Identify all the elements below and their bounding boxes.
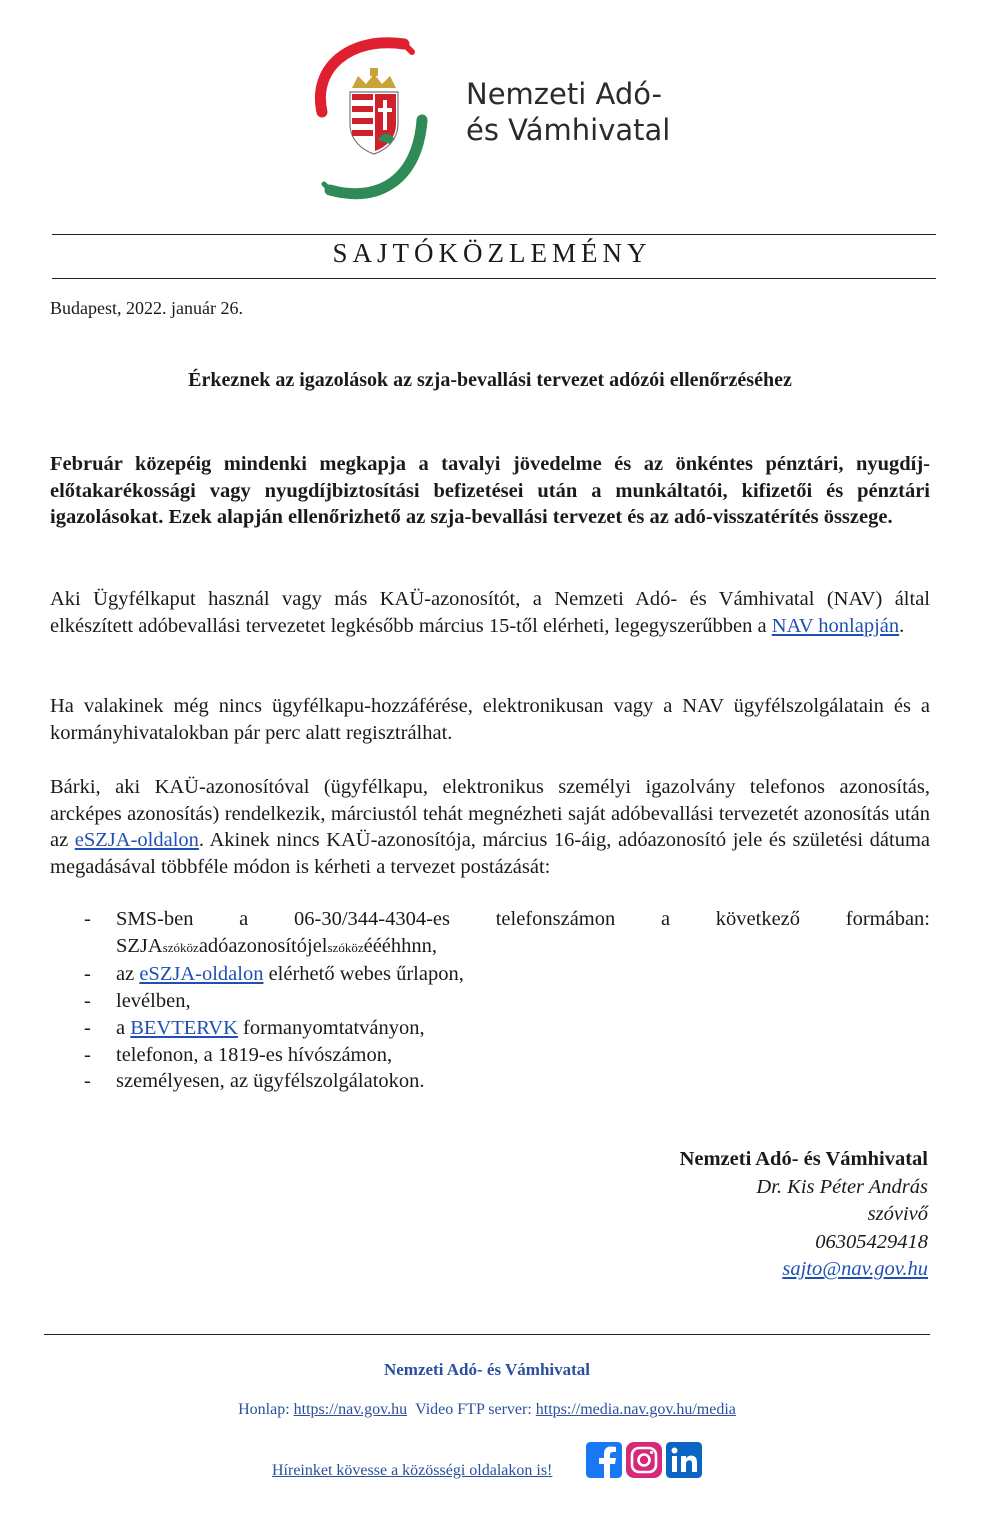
list-item [50,1042,930,1069]
sms-format-c: éééhhnn, [363,934,438,957]
paragraph-1 [50,586,930,639]
bevtervk-link[interactable]: BEVTERVK [130,1016,238,1039]
sms-format [116,933,930,962]
paragraph-1-end: . [899,614,905,637]
paragraph-2: Ha valakinek még nincs ügyfélkapu-hozzáférése, elektronikusan vagy a NAV ügyfélszolgálatain és a kormányhivatalokban pár perc alatt regisztrálhat. [50,695,930,744]
signature-org: Nemzeti Adó- és Vámhivatal [679,1148,928,1170]
signature-block [680,1146,928,1284]
list-item [50,1068,930,1095]
org-name-line2: és Vámhivatal [466,113,671,147]
coat-of-arms-icon [350,68,398,154]
paragraph-3-text: Bárki, aki KAÜ-azonosítóval (ügyfélkapu, elektronikus személyi igazolvány telefonos azonosítás, arcképes azonosítás) rendelkezik, márciustól tehát megnézheti saját adóbevallási tervezetét azonosítás után az [50,776,930,852]
homepage-label: Honlap: [238,1401,290,1418]
title-rule-top [52,234,936,235]
footer-rule [44,1334,930,1335]
sms-format-space-2: szóköz [327,939,364,955]
sms-method-text: SMS-ben a 06-30/344-4304-es telefonszámon a következő formában: [116,908,930,930]
linkedin-icon[interactable] [666,1442,702,1478]
article-heading: Érkeznek az igazolások az szja-bevallási tervezet adózói ellenőrzéséhez [188,369,792,391]
org-name-line1: Nemzeti Adó- [466,77,662,111]
eszja-form-link[interactable]: eSZJA-oldalon [139,963,264,986]
list-item [50,988,930,1015]
letter-method: levélben, [116,990,191,1013]
sms-format-a: SZJA [116,934,163,957]
facebook-icon[interactable] [586,1442,622,1478]
nav-logo [300,28,440,206]
list-dash: - [84,908,91,930]
footer-org: Nemzeti Adó- és Vámhivatal [383,1360,591,1379]
list-dash: - [84,1070,91,1093]
signature-email-link[interactable]: sajto@nav.gov.hu [782,1258,928,1280]
list-dash: - [84,1016,91,1039]
lead-paragraph: Február közepéig mindenki megkapja a tavalyi jövedelme és az önkéntes pénztári, nyugdíj-előtakarékossági vagy nyugdíjbiztosítási befizetései után a munkáltatói, kifizetői és pénztári igazolásokat. Ezek alapján ellenőrizhető az szja-bevallási tervezet és az adó-visszatérítés összege. [50,453,930,529]
paragraph-3 [50,774,930,881]
nav-homepage-link[interactable]: NAV honlapján [771,614,900,637]
signature-name: Dr. Kis Péter András [756,1175,928,1198]
form-method-pre: a [116,1016,131,1039]
eszja-link[interactable]: eSZJA-oldalon [74,829,199,852]
date-line: Budapest, 2022. január 26. [50,298,243,318]
ftp-label: Video FTP server: [415,1401,532,1418]
request-methods-list [50,906,930,1095]
document-title: SAJTÓKÖZLEMÉNY [332,238,652,268]
sms-format-space-1: szóköz [162,939,199,955]
title-rule-bottom [52,278,936,279]
paragraph-1-text: Aki Ügyfélkaput használ vagy más KAÜ-azonosítót, a Nemzeti Adó- és Vámhivatal (NAV) által elkészített adóbevallási tervezetet legkésőbb március 15-től elérheti, legegyszerűbben a [50,588,930,637]
phone-method: telefonon, a 1819-es hívószámon, [116,1043,393,1066]
form-method-post: formanyomtatványon, [237,1016,425,1039]
personal-method: személyesen, az ügyfélszolgálatokon. [116,1070,425,1093]
list-dash: - [84,990,91,1013]
signature-phone: 06305429418 [815,1230,928,1253]
ftp-link[interactable]: https://media.nav.gov.hu/media [535,1401,736,1418]
sms-format-b: adóazonosítójel [198,934,328,957]
list-item [50,961,930,988]
footer-links [0,1401,974,1419]
list-dash: - [84,1043,91,1066]
list-item [50,906,930,961]
homepage-link[interactable]: https://nav.gov.hu [293,1401,408,1418]
instagram-icon[interactable] [626,1442,662,1478]
web-method-pre: az [116,963,140,986]
paragraph-3-end: . Akinek nincs KAÜ-azonosítója, március 16-áig, adóazonosító jele és születési dátuma megadásával többféle módon is kérheti a tervezet postázását: [50,829,930,879]
org-name [466,76,670,148]
web-method-post: elérhető webes űrlapon, [263,963,464,986]
signature-role: szóvivő [867,1203,928,1225]
list-item [50,1015,930,1042]
list-dash: - [84,963,91,986]
social-follow-link[interactable]: Híreinket kövesse a közösségi oldalakon is! [272,1462,553,1479]
